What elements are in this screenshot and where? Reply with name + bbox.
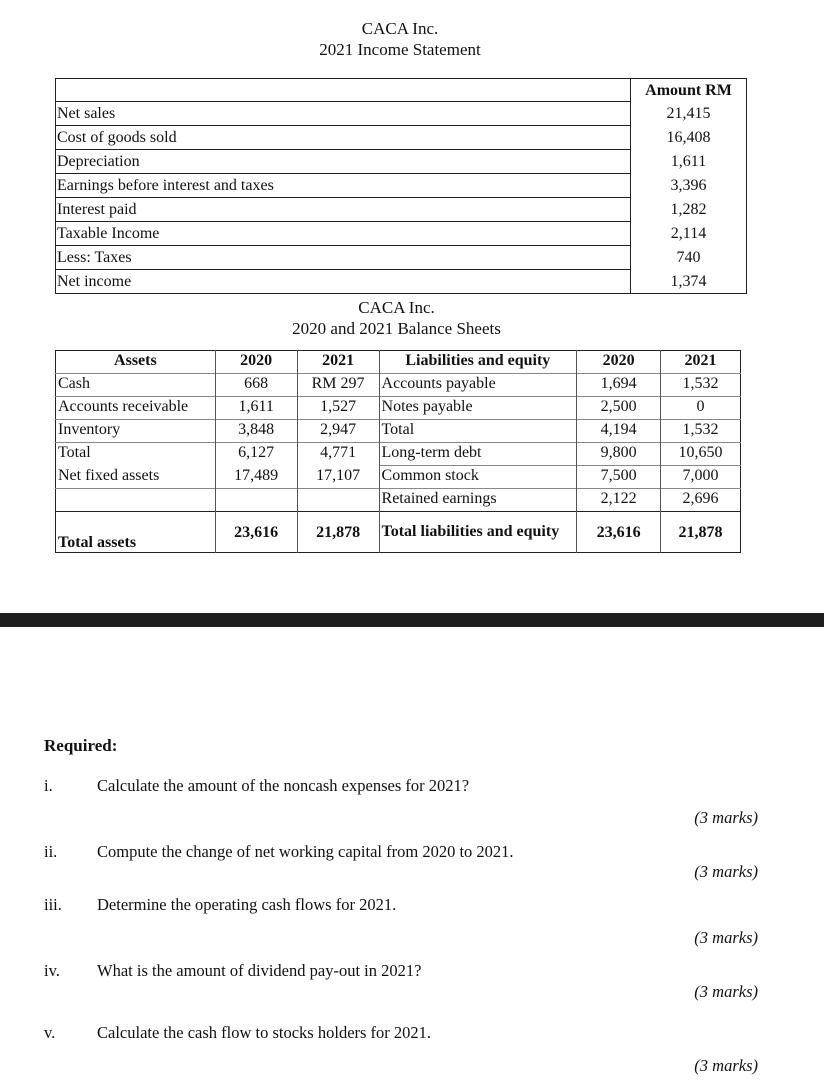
income-row [56, 150, 747, 174]
liability-2020-value: 1,694 [577, 374, 661, 397]
liability-label: Long-term debt [379, 443, 577, 466]
income-row-label: Less: Taxes [56, 246, 631, 270]
liabilities-2021-header: 2021 [661, 351, 741, 374]
liability-2020-value: 9,800 [577, 443, 661, 466]
liability-label: Accounts payable [379, 374, 577, 397]
income-row-amount: 3,396 [631, 174, 747, 198]
amount-column-header: Amount RM [631, 79, 747, 102]
asset-label: Total [56, 443, 216, 466]
question-number: iii. [44, 895, 62, 914]
question-marks: (3 marks) [694, 1056, 758, 1075]
asset-label: Cash [56, 374, 216, 397]
liability-2020-value: 2,122 [577, 489, 661, 512]
asset-2021-value: 1,527 [297, 397, 379, 420]
income-statement-title: 2021 Income Statement [319, 40, 481, 59]
balance-header-row [56, 351, 741, 374]
balance-row [56, 489, 741, 512]
asset-2021-value: RM 297 [297, 374, 379, 397]
liabilities-header: Liabilities and equity [379, 351, 577, 374]
income-row [56, 102, 747, 126]
asset-2021-value: 4,771 [297, 443, 379, 466]
assets-2020-header: 2020 [215, 351, 297, 374]
asset-label: Inventory [56, 420, 216, 443]
liability-label: Notes payable [379, 397, 577, 420]
balance-total-row [56, 512, 741, 553]
balance-row [56, 466, 741, 489]
total-assets-2021: 21,878 [297, 512, 379, 553]
question-marks: (3 marks) [694, 928, 758, 947]
question-number: iv. [44, 961, 60, 980]
question-number: v. [44, 1023, 56, 1042]
asset-2020-value: 1,611 [215, 397, 297, 420]
income-header-row [56, 79, 747, 102]
income-row-amount: 21,415 [631, 102, 747, 126]
income-row [56, 126, 747, 150]
balance-row [56, 420, 741, 443]
question-text: What is the amount of dividend pay-out in 2021? [97, 961, 422, 980]
balance-row [56, 374, 741, 397]
income-row-label: Cost of goods sold [56, 126, 631, 150]
income-row-label: Earnings before interest and taxes [56, 174, 631, 198]
asset-2021-value: 2,947 [297, 420, 379, 443]
page-separator-band [0, 613, 824, 627]
income-row-amount: 1,374 [631, 270, 747, 294]
liability-2021-value: 1,532 [661, 374, 741, 397]
income-row-amount: 1,282 [631, 198, 747, 222]
liability-2020-value: 4,194 [577, 420, 661, 443]
balance-sheet-heading [0, 297, 793, 339]
income-row [56, 198, 747, 222]
asset-label: Accounts receivable [56, 397, 216, 420]
asset-2021-value [297, 489, 379, 512]
asset-label: Net fixed assets [58, 466, 160, 484]
liability-2020-value: 7,500 [577, 466, 661, 489]
total-assets-2020: 23,616 [215, 512, 297, 553]
total-liabilities-label: Total liabilities and equity [379, 512, 577, 553]
income-row-amount: 1,611 [631, 150, 747, 174]
asset-2020-value: 3,848 [215, 420, 297, 443]
asset-2020-value: 668 [215, 374, 297, 397]
income-row-label: Taxable Income [56, 222, 631, 246]
question-marks: (3 marks) [694, 982, 758, 1001]
liability-2021-value: 0 [661, 397, 741, 420]
asset-2020-value: 17,489 [215, 466, 297, 489]
question-marks: (3 marks) [694, 808, 758, 827]
liability-2020-value: 2,500 [577, 397, 661, 420]
asset-2020-value: 6,127 [215, 443, 297, 466]
liability-2021-value: 1,532 [661, 420, 741, 443]
assets-2021-header: 2021 [297, 351, 379, 374]
income-row-amount: 16,408 [631, 126, 747, 150]
assets-header: Assets [114, 352, 157, 369]
question-number: ii. [44, 842, 58, 861]
required-heading: Required: [44, 736, 118, 755]
income-row-label: Net income [56, 270, 631, 294]
asset-2021-value: 17,107 [297, 466, 379, 489]
liability-2021-value: 2,696 [661, 489, 741, 512]
income-row-amount: 2,114 [631, 222, 747, 246]
income-row [56, 270, 747, 294]
income-statement-table [55, 78, 747, 294]
balance-row [56, 397, 741, 420]
income-row-label: Interest paid [56, 198, 631, 222]
question-number: i. [44, 776, 53, 795]
liability-label: Common stock [379, 466, 577, 489]
income-row [56, 174, 747, 198]
income-row-label: Depreciation [56, 150, 631, 174]
asset-2020-value [215, 489, 297, 512]
total-liabilities-2021: 21,878 [661, 512, 741, 553]
question-text: Calculate the cash flow to stocks holders for 2021. [97, 1023, 432, 1042]
income-row [56, 222, 747, 246]
question-text: Determine the operating cash flows for 2021. [97, 895, 397, 914]
balance-sheet-table [55, 350, 741, 553]
liability-2021-value: 10,650 [661, 443, 741, 466]
question-text: Compute the change of net working capital from 2020 to 2021. [97, 842, 514, 861]
balance-sheet-title: 2020 and 2021 Balance Sheets [292, 319, 501, 338]
asset-label [56, 489, 216, 512]
question-marks: (3 marks) [694, 862, 758, 881]
total-assets-label: Total assets [56, 512, 216, 553]
income-row [56, 246, 747, 270]
liability-2021-value: 7,000 [661, 466, 741, 489]
liability-label: Retained earnings [379, 489, 577, 512]
income-statement-heading [0, 18, 800, 60]
liabilities-2020-header: 2020 [577, 351, 661, 374]
liability-label: Total [379, 420, 577, 443]
income-company-name: CACA Inc. [361, 19, 439, 38]
balance-company-name: CACA Inc. [358, 298, 435, 317]
question-text: Calculate the amount of the noncash expenses for 2021? [97, 776, 470, 795]
income-row-amount: 740 [631, 246, 747, 270]
total-liabilities-2020: 23,616 [577, 512, 661, 553]
income-row-label: Net sales [56, 102, 631, 126]
balance-row [56, 443, 741, 466]
